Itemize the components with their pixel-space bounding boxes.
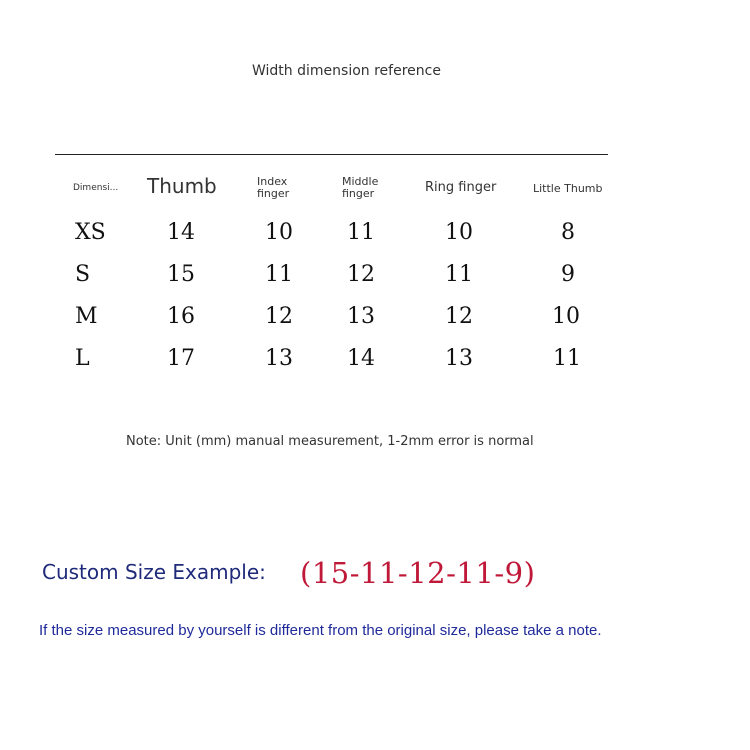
page-title: Width dimension reference — [252, 63, 441, 79]
cell-xs-thumb: 14 — [167, 220, 195, 245]
size-label-xs: XS — [75, 220, 106, 245]
cell-xs-middle: 11 — [347, 220, 375, 245]
cell-m-thumb: 16 — [167, 304, 195, 329]
header-middle-line2: finger — [342, 186, 375, 200]
measurement-note: Note: Unit (mm) manual measurement, 1-2mm error is normal — [126, 434, 534, 449]
cell-s-little: 9 — [561, 262, 575, 287]
cell-l-index: 13 — [265, 346, 293, 371]
cell-l-ring: 13 — [445, 346, 473, 371]
cell-xs-index: 10 — [265, 220, 293, 245]
header-ring: Ring finger — [425, 180, 497, 195]
header-middle-line1: Middle — [342, 175, 379, 188]
custom-size-label: Custom Size Example: — [42, 560, 266, 584]
header-dimension: Dimensi... — [73, 183, 119, 193]
cell-l-little: 11 — [553, 346, 581, 371]
size-label-s: S — [75, 262, 91, 287]
header-thumb: Thumb — [147, 174, 217, 198]
cell-s-thumb: 15 — [167, 262, 195, 287]
cell-xs-little: 8 — [561, 220, 575, 245]
cell-s-ring: 11 — [445, 262, 473, 287]
header-middle — [342, 176, 378, 199]
custom-size-value: (15-11-12-11-9) — [300, 556, 536, 590]
header-little: Little Thumb — [533, 182, 603, 195]
cell-m-ring: 12 — [445, 304, 473, 329]
header-index-line1: Index — [257, 175, 288, 188]
cell-m-index: 12 — [265, 304, 293, 329]
cell-m-middle: 13 — [347, 304, 375, 329]
header-index-line2: finger — [257, 186, 290, 200]
cell-m-little: 10 — [552, 304, 580, 329]
cell-s-middle: 12 — [347, 262, 375, 287]
cell-xs-ring: 10 — [445, 220, 473, 245]
cell-s-index: 11 — [265, 262, 293, 287]
cell-l-middle: 14 — [347, 346, 375, 371]
size-label-l: L — [75, 346, 90, 371]
divider — [55, 154, 608, 155]
header-index — [257, 176, 289, 199]
cell-l-thumb: 17 — [167, 346, 195, 371]
size-label-m: M — [75, 304, 98, 329]
size-footnote: If the size measured by yourself is different from the original size, please take a note. — [39, 622, 602, 639]
